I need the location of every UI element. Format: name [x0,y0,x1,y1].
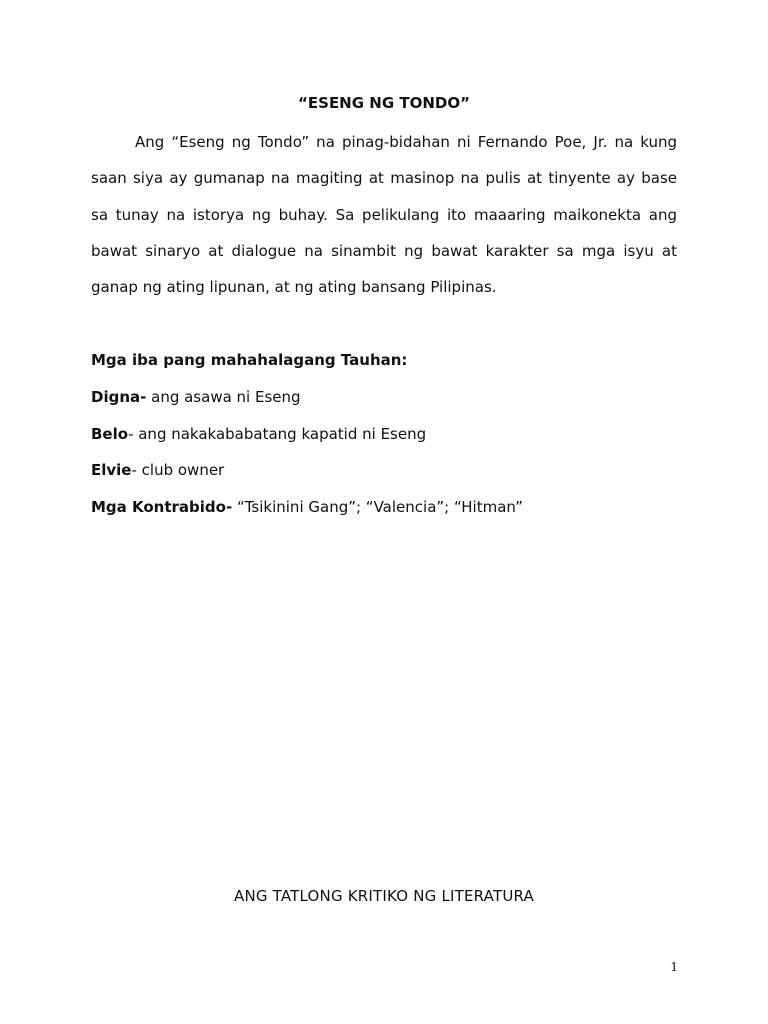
character-name: Belo [91,424,129,443]
character-item [91,489,523,526]
character-name: Mga Kontrabido- [91,498,233,517]
intro-paragraph [91,124,677,305]
intro-paragraph-text: Ang “Eseng ng Tondo” na pinag-bidahan ni Fernando Poe, Jr. na kung saan siya ay gumanap na magiting at masinop na pulis at tinyente ay base sa tunay na istorya ng buhay. Sa pelikulang ito maaaring maikonekta ang bawat sinaryo at dialogue na sinambit ng bawat karakter sa mga isyu at ganap ng ating lipunan, at ng ating bansang Pilipinas. [91,133,677,297]
character-item [91,379,523,416]
character-desc: - club owner [131,461,225,480]
section-heading: ANG TATLONG KRITIKO NG LITERATURA [234,887,534,905]
character-item [91,452,523,489]
character-name: Elvie [91,461,132,480]
character-name: Digna- [91,387,147,406]
character-desc: “Tsikinini Gang”; “Valencia”; “Hitman” [232,498,523,517]
page-number: 1 [670,960,678,974]
characters-section [91,342,523,526]
character-item [91,416,523,453]
character-desc: ang asawa ni Eseng [146,387,301,406]
document-title: “ESENG NG TONDO” [298,94,470,112]
character-desc: - ang nakakababatang kapatid ni Eseng [128,424,427,443]
characters-heading: Mga iba pang mahahalagang Tauhan: [91,351,408,369]
